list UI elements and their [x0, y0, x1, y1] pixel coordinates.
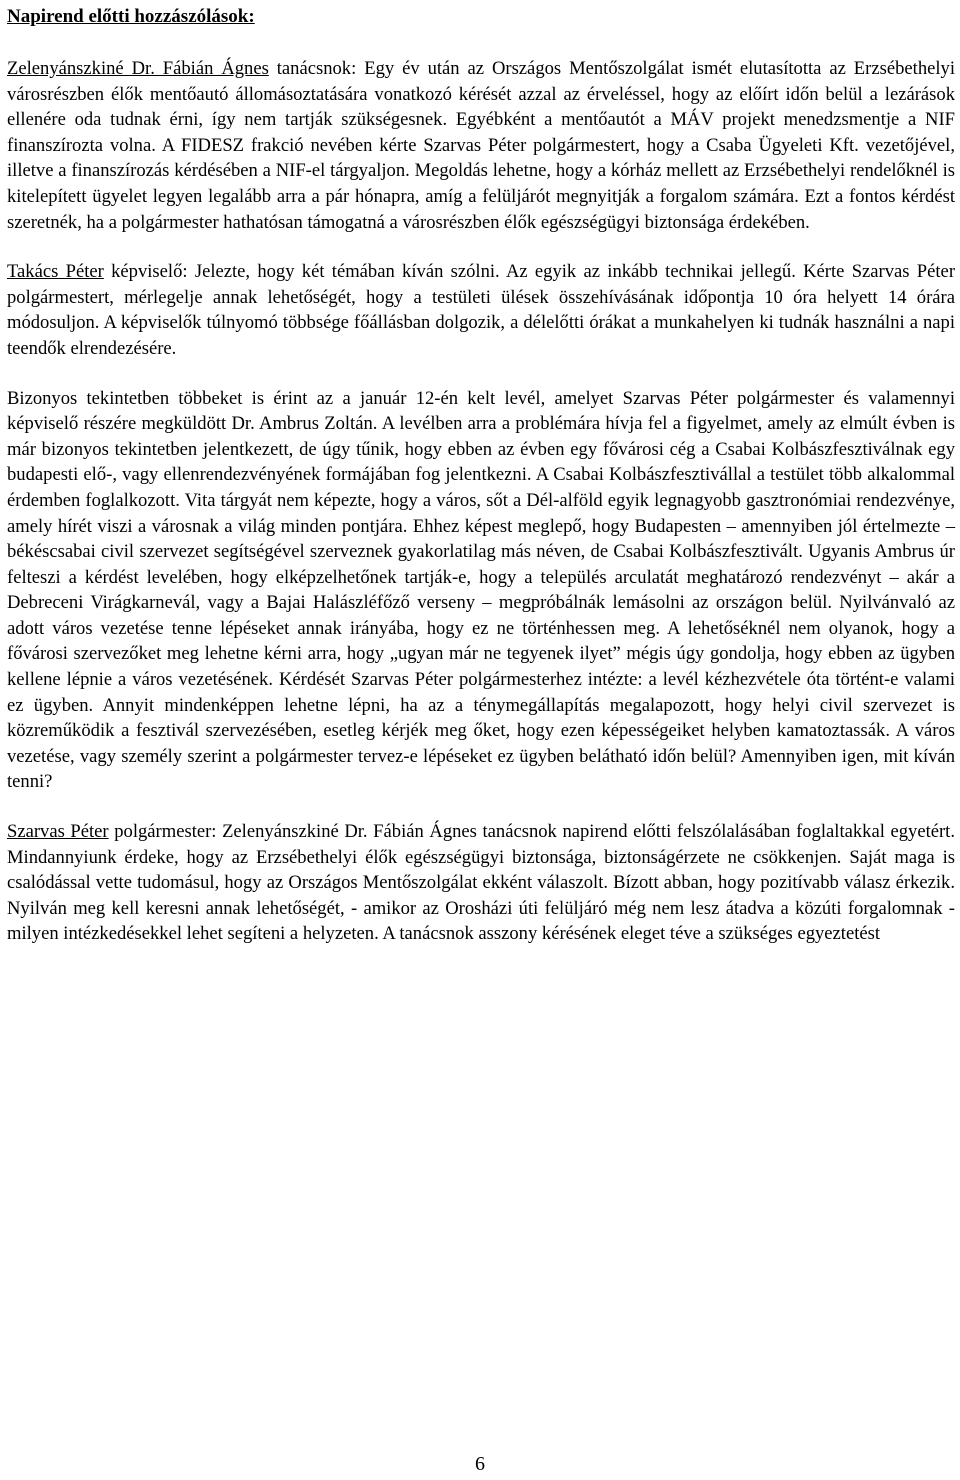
- speaker-name: Szarvas Péter: [7, 821, 109, 843]
- paragraph-text: polgármester: Zelenyánszkiné Dr. Fábián Ágnes tanácsnok napirend előtti felszólalásában foglaltakkal egyetért. Mindannyiunk érdeke, hogy az Erzsébethelyi élők egészségügyi biztonsága, biztonságérzete ne csökkenjen. Saját maga is csalódással vette tudomásul, hogy az Országos Mentőszolgálat ekként válaszolt. Bízott abban, hogy pozitívabb válasz érkezik. Nyilván meg kell keresni annak lehetőségét, - amikor az Orosházi úti felüljáró még nem lesz átadva a közúti forgalomnak - milyen intézkedésekkel lehet segíteni a helyzeten. A tanácsnok asszony kérésének eleget téve a szükséges egyeztetést: [7, 821, 955, 945]
- speaker-name: Takács Péter: [7, 261, 104, 283]
- paragraph-text: Bizonyos tekintetben többeket is érint az a január 12-én kelt levél, amelyet Szarvas Péter polgármester és valamennyi képviselő részére megküldött Dr. Ambrus Zoltán. A levélben arra a problémára hívja fel a figyelmet, amely az elmúlt évben is már bizonyos tekintetben jelentkezett, de úgy tűnik, hogy ebben az évben egy fővárosi cég a Csabai Kolbászfesztiválnak egy budapesti elő-, vagy ellenrendezvényének formájában fog jelentkezni. A Csabai Kolbászfesztivállal a testület több alkalommal érdemben foglalkozott. Vita tárgyát nem képezte, hogy a város, sőt a Dél-alföld egyik legnagyobb gasztronómiai rendezvénye, amely hírét viszi a városnak a világ minden pontjára. Ehhez képest meglepő, hogy Budapesten – amennyiben jól értelmezte – békéscsabai civil szervezet segítségével szerveznek gyakorlatilag más néven, de Csabai Kolbászfesztivált. Ugyanis Ambrus úr felteszi a kérdést levelében, hogy elképzelhetőnek tartják-e, hogy a település arculatát meghatározó rendezvényt – akár a Debreceni Virágkarnevál, vagy a Bajai Halászléfőző verseny – megpróbálnák lemásolni az országon belül. Nyilvánvaló az adott város vezetése tenne lépéseket annak irányába, hogy ez ne történhessen meg. A lehetőséknél nem olyanok, hogy a fővárosi szervezőket meg lehetne kérni arra, hogy „ugyan már ne tegyenek ilyet” mégis úgy gondolja, hogy ebben az ügyben kellene lépnie a város vezetésének. Kérdését Szarvas Péter polgármesterhez intézte: a levél kézhezvétele óta történt-e valami ez ügyben. Annyit mindenképpen lehetne lépni, ha az a ténymegállapítás megalapozott, hogy helyi civil szervezet is közreműködik a fesztivál szervezésében, esetleg kérjék meg őket, hogy ezen képességeiket helyben kamatoztassák. A város vezetése, vagy személy szerint a polgármester tervez-e lépéseket ez ügyben belátható időn belül? Amennyiben igen, mit kíván tenni?: [7, 387, 955, 793]
- section-heading: Napirend előtti hozzászólások:: [7, 6, 255, 27]
- document-page: [7, 0, 955, 947]
- speaker-name: Zelenyánszkiné Dr. Fábián Ágnes: [7, 58, 269, 79]
- paragraph-kolbaszfesztival: [7, 386, 955, 796]
- paragraph-zelenyanszkine: [7, 56, 955, 235]
- paragraph-text: képviselő: Jelezte, hogy két témában kíván szólni. Az egyik az inkább technikai jellegű. Kérte Szarvas Péter polgármestert, mérlegelje annak lehetőségét, hogy a testületi ülések összehívásának időpontja 10 óra helyett 14 órára módosuljon. A képviselők túlnyomó többsége főállásban dolgozik, a délelőtti órákat a munkahelyen ki tudnák használni a napi teendők elrendezésére.: [7, 261, 956, 359]
- page-number: 6: [475, 1453, 485, 1475]
- paragraph-text: tanácsnok: Egy év után az Országos Mentőszolgálat ismét elutasította az Erzsébethelyi városrészben élők mentőautó állomásoztatására vonatkozó kérését azzal az érveléssel, hogy az előírt időn belül a lezárások ellenére oda tudnak érni, így nem tartják szükségesnek. Egyébként a mentőautót a MÁV projekt menedzsmentje a NIF finanszírozta volna. A FIDESZ frakció nevében kérte Szarvas Péter polgármestert, hogy a Csaba Ügyeleti Kft. vezetőjével, illetve a finanszírozás kérdésében a NIF-el tárgyaljon. Megoldás lehetne, hogy a kórház mellett az Erzsébethelyi rendelőknél is kitelepített ügyelet legyen legalább arra a pár hónapra, amíg a felüljárót megnyitják a forgalom számára. Ezt a fontos kérdést szeretnék, ha a polgármester hathatósan támogatná a városrészben élők egészségügyi biztonsága érdekében.: [7, 58, 955, 233]
- paragraph-takacs: [7, 259, 955, 361]
- paragraph-szarvas: [7, 819, 955, 947]
